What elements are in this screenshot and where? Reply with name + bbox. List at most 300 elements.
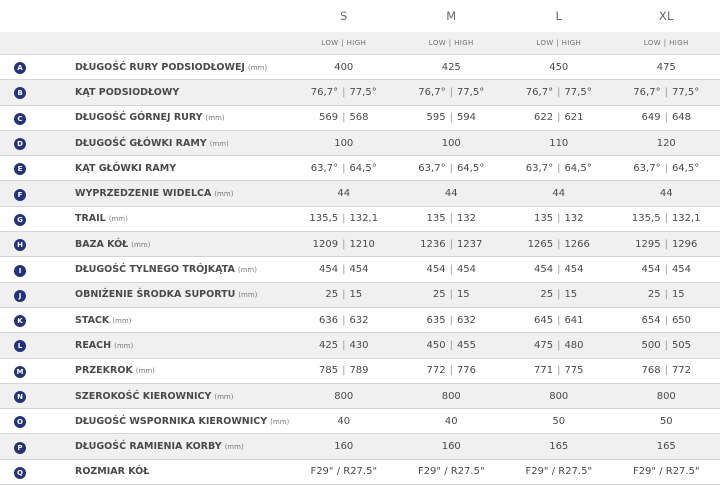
badge-cell <box>0 282 40 307</box>
value-cell-xl <box>613 105 720 130</box>
value-cell-l <box>505 257 613 282</box>
row-label: DŁUGOŚĆ WSPORNIKA KIEROWNICY <box>75 416 267 427</box>
row-label-cell <box>40 55 290 80</box>
value-cell-l <box>505 358 613 383</box>
row-letter-badge: I <box>14 265 26 277</box>
table-row <box>0 181 720 206</box>
value-cell-xl <box>613 257 720 282</box>
row-label-cell <box>40 130 290 155</box>
value-low: 25 <box>433 289 446 300</box>
value-cell-xl <box>613 383 720 408</box>
value-low: 800 <box>442 391 461 402</box>
value-cell-xl <box>613 232 720 257</box>
size-header-l: L <box>505 0 613 32</box>
row-unit: (mm) <box>206 114 225 122</box>
row-label-cell <box>40 206 290 231</box>
value-low: 636 <box>319 315 338 326</box>
value-low: F29" / R27.5" <box>418 466 485 477</box>
value-separator: | <box>665 340 668 351</box>
row-unit: (mm) <box>131 241 150 249</box>
value-cell-xl <box>613 156 720 181</box>
value-cell-l <box>505 459 613 484</box>
row-letter-badge: M <box>14 366 26 378</box>
value-high: 455 <box>457 340 476 351</box>
value-high: 64,5° <box>457 163 484 174</box>
value-low: 100 <box>334 138 353 149</box>
value-high: 568 <box>349 112 368 123</box>
value-cell-s <box>290 206 398 231</box>
row-letter-badge: H <box>14 239 26 251</box>
badge-cell <box>0 181 40 206</box>
row-label: OBNIŻENIE ŚRODKA SUPORTU <box>75 289 235 300</box>
row-label: DŁUGOŚĆ GŁÓWKI RAMY <box>75 138 207 149</box>
value-cell-xl <box>613 333 720 358</box>
value-low: 622 <box>534 112 553 123</box>
value-separator: | <box>450 239 453 250</box>
value-low: 110 <box>549 138 568 149</box>
value-cell-l <box>505 307 613 332</box>
value-low: 165 <box>549 441 568 452</box>
value-separator: | <box>450 289 453 300</box>
value-cell-s <box>290 434 398 459</box>
value-cell-s <box>290 383 398 408</box>
header-spacer <box>0 0 40 32</box>
badge-cell <box>0 383 40 408</box>
table-row <box>0 55 720 80</box>
value-separator: | <box>342 213 345 224</box>
low-high-label: LOW | HIGH <box>290 32 398 55</box>
row-unit: (mm) <box>238 266 257 274</box>
value-high: 430 <box>349 340 368 351</box>
value-cell-s <box>290 181 398 206</box>
value-high: 505 <box>672 340 691 351</box>
table-row <box>0 307 720 332</box>
value-low: 165 <box>657 441 676 452</box>
value-separator: | <box>557 239 560 250</box>
value-cell-l <box>505 383 613 408</box>
row-unit: (mm) <box>114 342 133 350</box>
row-label: DŁUGOŚĆ RURY PODSIODŁOWEJ <box>75 62 245 73</box>
row-label: SZEROKOŚĆ KIEROWNICY <box>75 391 211 402</box>
value-high: 1237 <box>457 239 482 250</box>
value-low: 1209 <box>313 239 338 250</box>
value-low: 76,7° <box>526 87 553 98</box>
row-letter-badge: G <box>14 214 26 226</box>
value-high: 454 <box>457 264 476 275</box>
value-low: 76,7° <box>633 87 660 98</box>
value-cell-m <box>398 55 506 80</box>
table-row <box>0 358 720 383</box>
value-high: 64,5° <box>672 163 699 174</box>
value-low: 772 <box>426 365 445 376</box>
value-separator: | <box>450 365 453 376</box>
size-header-m: M <box>398 0 506 32</box>
value-cell-s <box>290 409 398 434</box>
value-separator: | <box>342 239 345 250</box>
value-high: 789 <box>349 365 368 376</box>
value-cell-s <box>290 282 398 307</box>
value-low: 120 <box>657 138 676 149</box>
row-label: TRAIL <box>75 213 106 224</box>
value-high: 621 <box>564 112 583 123</box>
value-cell-s <box>290 130 398 155</box>
table-row <box>0 206 720 231</box>
row-letter-badge: A <box>14 62 26 74</box>
value-separator: | <box>450 87 453 98</box>
table-row <box>0 232 720 257</box>
value-cell-s <box>290 55 398 80</box>
value-cell-xl <box>613 206 720 231</box>
value-separator: | <box>665 239 668 250</box>
value-separator: | <box>450 213 453 224</box>
value-low: 649 <box>641 112 660 123</box>
value-separator: | <box>342 87 345 98</box>
value-cell-m <box>398 434 506 459</box>
value-cell-m <box>398 409 506 434</box>
value-low: 454 <box>641 264 660 275</box>
value-low: F29" / R27.5" <box>525 466 592 477</box>
value-high: 772 <box>672 365 691 376</box>
value-low: 135,5 <box>309 213 338 224</box>
value-high: 77,5° <box>672 87 699 98</box>
row-label: ROZMIAR KÓŁ <box>75 466 149 477</box>
value-separator: | <box>342 163 345 174</box>
value-low: 475 <box>657 62 676 73</box>
row-label: KĄT GŁÓWKI RAMY <box>75 163 176 174</box>
badge-cell <box>0 434 40 459</box>
value-low: 771 <box>534 365 553 376</box>
row-unit: (mm) <box>214 393 233 401</box>
value-separator: | <box>342 315 345 326</box>
value-high: 632 <box>457 315 476 326</box>
value-high: 77,5° <box>564 87 591 98</box>
row-letter-badge: O <box>14 416 26 428</box>
badge-cell <box>0 130 40 155</box>
row-unit: (mm) <box>109 215 128 223</box>
value-high: 77,5° <box>349 87 376 98</box>
value-low: 1295 <box>635 239 660 250</box>
value-separator: | <box>665 315 668 326</box>
value-cell-xl <box>613 282 720 307</box>
value-high: 641 <box>564 315 583 326</box>
value-separator: | <box>342 264 345 275</box>
value-separator: | <box>557 340 560 351</box>
value-low: 450 <box>549 62 568 73</box>
value-cell-l <box>505 282 613 307</box>
value-low: 25 <box>325 289 338 300</box>
row-letter-badge: D <box>14 138 26 150</box>
row-label-cell <box>40 181 290 206</box>
row-letter-badge: B <box>14 87 26 99</box>
header-spacer <box>0 32 40 55</box>
value-cell-l <box>505 80 613 105</box>
size-header-s: S <box>290 0 398 32</box>
row-unit: (mm) <box>248 64 267 72</box>
value-separator: | <box>665 289 668 300</box>
value-low: 595 <box>426 112 445 123</box>
value-cell-s <box>290 307 398 332</box>
low-high-label: LOW | HIGH <box>505 32 613 55</box>
value-separator: | <box>342 289 345 300</box>
value-high: 64,5° <box>564 163 591 174</box>
badge-cell <box>0 409 40 434</box>
table-row <box>0 80 720 105</box>
row-unit: (mm) <box>214 190 233 198</box>
row-unit: (mm) <box>270 418 289 426</box>
row-label: WYPRZEDZENIE WIDELCA <box>75 188 211 199</box>
value-separator: | <box>665 87 668 98</box>
value-low: 100 <box>442 138 461 149</box>
value-cell-m <box>398 459 506 484</box>
value-low: 1236 <box>420 239 445 250</box>
value-separator: | <box>665 112 668 123</box>
value-separator: | <box>450 112 453 123</box>
value-high: 650 <box>672 315 691 326</box>
row-label: PRZEKROK <box>75 365 133 376</box>
row-label-cell <box>40 383 290 408</box>
value-cell-l <box>505 206 613 231</box>
value-low: 76,7° <box>418 87 445 98</box>
row-label-cell <box>40 232 290 257</box>
value-cell-m <box>398 181 506 206</box>
value-low: 785 <box>319 365 338 376</box>
badge-cell <box>0 232 40 257</box>
value-cell-m <box>398 105 506 130</box>
value-low: 400 <box>334 62 353 73</box>
value-low: 475 <box>534 340 553 351</box>
value-cell-xl <box>613 130 720 155</box>
value-high: 1210 <box>349 239 374 250</box>
row-unit: (mm) <box>210 140 229 148</box>
row-label: BAZA KÓŁ <box>75 239 128 250</box>
value-separator: | <box>665 365 668 376</box>
row-label-cell <box>40 105 290 130</box>
low-high-label: LOW | HIGH <box>613 32 720 55</box>
row-letter-badge: C <box>14 113 26 125</box>
value-cell-s <box>290 333 398 358</box>
row-letter-badge: P <box>14 442 26 454</box>
badge-cell <box>0 358 40 383</box>
value-low: 160 <box>334 441 353 452</box>
value-low: 569 <box>319 112 338 123</box>
row-label-cell <box>40 257 290 282</box>
value-low: 135 <box>534 213 553 224</box>
value-cell-l <box>505 156 613 181</box>
value-low: 135,5 <box>632 213 661 224</box>
value-cell-m <box>398 156 506 181</box>
value-low: 450 <box>426 340 445 351</box>
value-separator: | <box>450 340 453 351</box>
low-high-row <box>0 32 720 55</box>
value-cell-m <box>398 333 506 358</box>
value-high: 480 <box>564 340 583 351</box>
table-row <box>0 333 720 358</box>
value-separator: | <box>342 340 345 351</box>
badge-cell <box>0 105 40 130</box>
value-low: 44 <box>552 188 565 199</box>
row-letter-badge: N <box>14 391 26 403</box>
value-low: 40 <box>337 416 350 427</box>
header-spacer <box>40 32 290 55</box>
value-low: 50 <box>552 416 565 427</box>
row-label: KĄT PODSIODŁOWY <box>75 87 179 98</box>
value-cell-l <box>505 333 613 358</box>
value-cell-m <box>398 232 506 257</box>
value-cell-xl <box>613 55 720 80</box>
value-cell-m <box>398 80 506 105</box>
value-cell-l <box>505 105 613 130</box>
value-low: 1265 <box>528 239 553 250</box>
row-label: REACH <box>75 340 111 351</box>
value-low: 63,7° <box>311 163 338 174</box>
value-cell-m <box>398 282 506 307</box>
value-cell-xl <box>613 459 720 484</box>
value-high: 648 <box>672 112 691 123</box>
value-high: 77,5° <box>457 87 484 98</box>
size-header-xl: XL <box>613 0 720 32</box>
table-row <box>0 434 720 459</box>
value-separator: | <box>557 315 560 326</box>
table-row <box>0 409 720 434</box>
value-cell-xl <box>613 307 720 332</box>
table-row <box>0 105 720 130</box>
value-low: 635 <box>426 315 445 326</box>
value-low: 63,7° <box>633 163 660 174</box>
value-cell-s <box>290 257 398 282</box>
value-high: 775 <box>564 365 583 376</box>
value-cell-xl <box>613 80 720 105</box>
row-label-cell <box>40 307 290 332</box>
value-low: 454 <box>319 264 338 275</box>
value-high: 1296 <box>672 239 697 250</box>
value-separator: | <box>342 112 345 123</box>
row-label: STACK <box>75 315 109 326</box>
value-cell-s <box>290 358 398 383</box>
value-cell-m <box>398 206 506 231</box>
value-cell-m <box>398 383 506 408</box>
badge-cell <box>0 206 40 231</box>
row-label-cell <box>40 409 290 434</box>
value-separator: | <box>450 163 453 174</box>
value-low: 645 <box>534 315 553 326</box>
table-row <box>0 383 720 408</box>
value-high: 132,1 <box>672 213 701 224</box>
value-low: 768 <box>641 365 660 376</box>
value-cell-s <box>290 459 398 484</box>
value-low: 76,7° <box>311 87 338 98</box>
value-low: 25 <box>648 289 661 300</box>
value-low: 44 <box>337 188 350 199</box>
row-label: DŁUGOŚĆ GÓRNEJ RURY <box>75 112 203 123</box>
value-separator: | <box>557 112 560 123</box>
table-row <box>0 257 720 282</box>
badge-cell <box>0 55 40 80</box>
value-high: 15 <box>564 289 577 300</box>
value-cell-l <box>505 434 613 459</box>
value-low: F29" / R27.5" <box>633 466 700 477</box>
row-label-cell <box>40 80 290 105</box>
value-cell-xl <box>613 181 720 206</box>
value-cell-l <box>505 130 613 155</box>
value-cell-l <box>505 181 613 206</box>
value-cell-s <box>290 105 398 130</box>
value-low: 654 <box>641 315 660 326</box>
value-cell-m <box>398 358 506 383</box>
value-separator: | <box>557 87 560 98</box>
value-separator: | <box>557 163 560 174</box>
row-letter-badge: J <box>14 290 26 302</box>
badge-cell <box>0 333 40 358</box>
row-unit: (mm) <box>112 317 131 325</box>
row-label-cell <box>40 358 290 383</box>
value-high: 454 <box>564 264 583 275</box>
badge-cell <box>0 257 40 282</box>
value-cell-m <box>398 257 506 282</box>
value-cell-l <box>505 232 613 257</box>
low-high-label: LOW | HIGH <box>398 32 506 55</box>
size-header-row <box>0 0 720 32</box>
row-label: DŁUGOŚĆ TYLNEGO TRÓJKĄTA <box>75 264 235 275</box>
row-unit: (mm) <box>238 291 257 299</box>
value-low: 454 <box>426 264 445 275</box>
value-low: 63,7° <box>418 163 445 174</box>
badge-cell <box>0 459 40 484</box>
value-low: 800 <box>334 391 353 402</box>
row-label-cell <box>40 282 290 307</box>
value-low: F29" / R27.5" <box>310 466 377 477</box>
value-low: 800 <box>549 391 568 402</box>
value-high: 132 <box>564 213 583 224</box>
value-cell-xl <box>613 358 720 383</box>
value-high: 15 <box>672 289 685 300</box>
value-separator: | <box>450 264 453 275</box>
table-row <box>0 156 720 181</box>
value-separator: | <box>557 365 560 376</box>
value-high: 132,1 <box>349 213 378 224</box>
row-letter-badge: Q <box>14 467 26 479</box>
table-row <box>0 130 720 155</box>
value-high: 132 <box>457 213 476 224</box>
row-label-cell <box>40 459 290 484</box>
row-label: DŁUGOŚĆ RAMIENIA KORBY <box>75 441 222 452</box>
badge-cell <box>0 156 40 181</box>
value-high: 1266 <box>564 239 589 250</box>
value-separator: | <box>557 264 560 275</box>
badge-cell <box>0 80 40 105</box>
row-label-cell <box>40 156 290 181</box>
value-low: 425 <box>442 62 461 73</box>
value-low: 40 <box>445 416 458 427</box>
value-separator: | <box>342 365 345 376</box>
value-low: 44 <box>445 188 458 199</box>
value-high: 15 <box>457 289 470 300</box>
value-low: 160 <box>442 441 461 452</box>
table-row <box>0 282 720 307</box>
badge-cell <box>0 307 40 332</box>
value-high: 454 <box>672 264 691 275</box>
value-cell-xl <box>613 409 720 434</box>
value-separator: | <box>665 213 668 224</box>
value-cell-l <box>505 409 613 434</box>
value-separator: | <box>665 264 668 275</box>
value-cell-s <box>290 232 398 257</box>
value-low: 50 <box>660 416 673 427</box>
header-spacer <box>40 0 290 32</box>
value-low: 425 <box>319 340 338 351</box>
value-cell-s <box>290 156 398 181</box>
value-high: 64,5° <box>349 163 376 174</box>
value-high: 776 <box>457 365 476 376</box>
